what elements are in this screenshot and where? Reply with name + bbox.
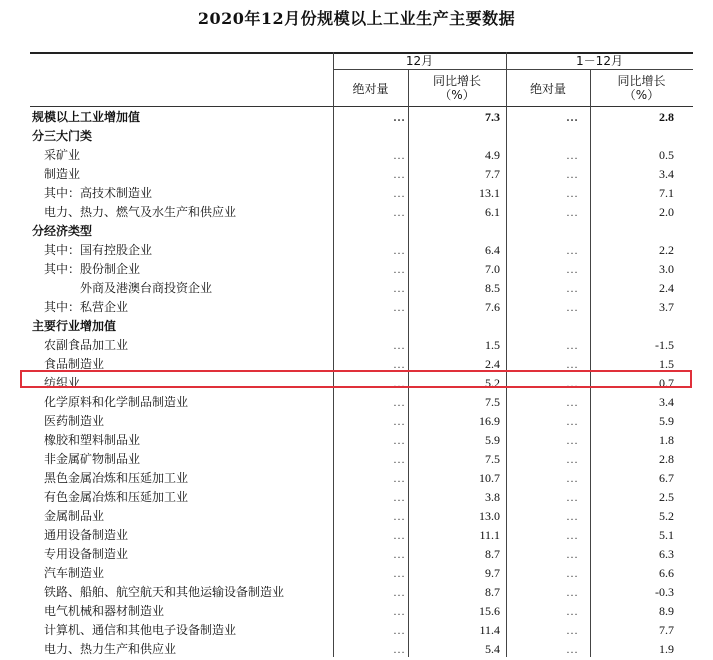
row-label: 其中：高技术制造业 (44, 186, 153, 200)
cell-yoy-ytd: 3.4 (659, 395, 674, 409)
cell-abs-ytd: … (566, 566, 578, 580)
cell-abs-month: … (393, 395, 405, 409)
row-label: 其中：股份制企业 (44, 262, 141, 276)
cell-yoy-ytd: 2.4 (659, 281, 674, 295)
table-row (30, 184, 693, 203)
row-label: 铁路、船舶、航空航天和其他运输设备制造业 (44, 585, 285, 599)
cell-yoy-ytd: 6.3 (659, 547, 674, 561)
cell-abs-month: … (393, 509, 405, 523)
cell-yoy-month: 4.9 (485, 148, 500, 162)
table-row (30, 412, 693, 431)
cell-abs-ytd: … (566, 262, 578, 276)
row-label: 主要行业增加值 (32, 319, 117, 333)
table-row (30, 488, 693, 507)
table-row (30, 450, 693, 469)
cell-abs-month: … (393, 205, 405, 219)
table-row (30, 640, 693, 659)
row-label: 通用设备制造业 (44, 528, 129, 542)
row-label: 分三大门类 (32, 129, 93, 143)
row-label: 食品制造业 (44, 357, 105, 371)
cell-yoy-month: 7.0 (485, 262, 500, 276)
cell-yoy-month: 3.8 (485, 490, 500, 504)
cell-abs-month: … (393, 585, 405, 599)
cell-abs-ytd: … (566, 433, 578, 447)
header-yoy-month (408, 74, 506, 102)
cell-abs-ytd: … (566, 110, 578, 124)
cell-abs-ytd: … (566, 281, 578, 295)
row-label: 外商及港澳台商投资企业 (80, 281, 213, 295)
cell-yoy-ytd: 3.4 (659, 167, 674, 181)
table-row (30, 260, 693, 279)
row-label: 汽车制造业 (44, 566, 105, 580)
cell-yoy-month: 2.4 (485, 357, 500, 371)
cell-yoy-month: 11.1 (479, 528, 500, 542)
table-row (30, 336, 693, 355)
row-label: 农副食品加工业 (44, 338, 129, 352)
table-row (30, 108, 693, 127)
header-yoy-unit: （%） (623, 88, 660, 102)
cell-abs-ytd: … (566, 338, 578, 352)
cell-abs-month: … (393, 243, 405, 257)
cell-yoy-month: 8.7 (485, 585, 500, 599)
cell-abs-ytd: … (566, 547, 578, 561)
cell-abs-month: … (393, 414, 405, 428)
header-yoy-ytd (590, 74, 693, 102)
cell-yoy-ytd: 1.9 (659, 642, 674, 656)
cell-abs-ytd: … (566, 167, 578, 181)
cell-yoy-month: 13.0 (479, 509, 500, 523)
table-row (30, 545, 693, 564)
row-label: 计算机、通信和其他电子设备制造业 (44, 623, 237, 637)
cell-yoy-month: 5.2 (485, 376, 500, 390)
cell-yoy-month: 11.4 (479, 623, 500, 637)
table-row (30, 469, 693, 488)
cell-yoy-ytd: 8.9 (659, 604, 674, 618)
header-sub-rule (333, 69, 693, 70)
row-label: 纺织业 (44, 376, 81, 390)
cell-abs-month: … (393, 167, 405, 181)
row-label: 电气机械和器材制造业 (44, 604, 165, 618)
cell-abs-ytd: … (566, 642, 578, 656)
header-yoy-unit: （%） (439, 88, 475, 102)
header-group-ytd: 1－12月 (576, 54, 623, 68)
cell-abs-ytd: … (566, 300, 578, 314)
table-row (30, 602, 693, 621)
row-label: 黑色金属冶炼和压延加工业 (44, 471, 189, 485)
cell-yoy-month: 13.1 (479, 186, 500, 200)
table-row (30, 317, 693, 336)
cell-abs-month: … (393, 433, 405, 447)
row-label: 电力、热力、燃气及水生产和供应业 (44, 205, 237, 219)
cell-abs-ytd: … (566, 452, 578, 466)
cell-abs-ytd: … (566, 376, 578, 390)
header-group-month: 12月 (405, 54, 434, 68)
cell-yoy-month: 15.6 (479, 604, 500, 618)
cell-abs-ytd: … (566, 490, 578, 504)
cell-abs-ytd: … (566, 623, 578, 637)
table-row (30, 564, 693, 583)
table-row (30, 146, 693, 165)
cell-abs-month: … (393, 490, 405, 504)
cell-abs-ytd: … (566, 243, 578, 257)
cell-yoy-ytd: 2.5 (659, 490, 674, 504)
highlight-box (20, 370, 692, 388)
cell-abs-month: … (393, 110, 405, 124)
row-label: 其中：私营企业 (44, 300, 129, 314)
cell-yoy-month: 9.7 (485, 566, 500, 580)
table-row (30, 165, 693, 184)
cell-abs-ytd: … (566, 357, 578, 371)
table-row (30, 526, 693, 545)
cell-yoy-month: 6.1 (485, 205, 500, 219)
row-label: 分经济类型 (32, 224, 93, 238)
cell-yoy-ytd: 5.1 (659, 528, 674, 542)
cell-yoy-month: 8.7 (485, 547, 500, 561)
cell-abs-ytd: … (566, 509, 578, 523)
row-label: 专用设备制造业 (44, 547, 129, 561)
cell-yoy-ytd: 3.7 (659, 300, 674, 314)
cell-abs-month: … (393, 547, 405, 561)
cell-abs-month: … (393, 357, 405, 371)
cell-yoy-ytd: 7.1 (659, 186, 674, 200)
cell-yoy-ytd: -0.3 (655, 585, 674, 599)
header-abs-ytd: 绝对量 (529, 82, 566, 96)
cell-yoy-ytd: 0.7 (659, 376, 674, 390)
cell-abs-month: … (393, 623, 405, 637)
cell-abs-ytd: … (566, 395, 578, 409)
cell-abs-ytd: … (566, 528, 578, 542)
header-bottom-rule (30, 106, 693, 107)
row-label: 橡胶和塑料制品业 (44, 433, 141, 447)
row-label: 医药制造业 (44, 414, 105, 428)
cell-yoy-month: 6.4 (485, 243, 500, 257)
table-row (30, 298, 693, 317)
cell-yoy-ytd: 1.5 (659, 357, 674, 371)
row-label: 金属制品业 (44, 509, 105, 523)
table-row (30, 507, 693, 526)
cell-abs-month: … (393, 452, 405, 466)
cell-abs-month: … (393, 148, 405, 162)
cell-abs-month: … (393, 566, 405, 580)
row-label: 规模以上工业增加值 (32, 110, 141, 124)
row-label: 电力、热力生产和供应业 (44, 642, 177, 656)
cell-abs-ytd: … (566, 186, 578, 200)
cell-abs-ytd: … (566, 148, 578, 162)
cell-yoy-ytd: -1.5 (655, 338, 674, 352)
table-row (30, 279, 693, 298)
table-row (30, 621, 693, 640)
cell-abs-ytd: … (566, 471, 578, 485)
cell-abs-month: … (393, 281, 405, 295)
cell-yoy-ytd: 2.0 (659, 205, 674, 219)
cell-abs-ytd: … (566, 585, 578, 599)
cell-abs-ytd: … (566, 205, 578, 219)
cell-yoy-ytd: 0.5 (659, 148, 674, 162)
cell-yoy-month: 7.5 (485, 395, 500, 409)
cell-yoy-ytd: 1.8 (659, 433, 674, 447)
page-title: 2020年12月份规模以上工业生产主要数据 (197, 9, 516, 28)
table-row (30, 241, 693, 260)
cell-abs-month: … (393, 642, 405, 656)
table-row (30, 393, 693, 412)
cell-yoy-ytd: 2.8 (659, 110, 674, 124)
row-label: 非金属矿物制品业 (44, 452, 141, 466)
cell-yoy-month: 10.7 (479, 471, 500, 485)
row-label: 采矿业 (44, 148, 81, 162)
cell-abs-month: … (393, 262, 405, 276)
header-abs-month: 绝对量 (352, 82, 389, 96)
table-row (30, 127, 693, 146)
cell-yoy-ytd: 5.9 (659, 414, 674, 428)
cell-yoy-month: 7.5 (485, 452, 500, 466)
cell-yoy-ytd: 6.6 (659, 566, 674, 580)
cell-abs-ytd: … (566, 604, 578, 618)
table-row (30, 222, 693, 241)
cell-abs-month: … (393, 376, 405, 390)
cell-abs-month: … (393, 338, 405, 352)
header-yoy-label: 同比增长 (432, 74, 481, 88)
cell-yoy-ytd: 2.2 (659, 243, 674, 257)
cell-yoy-month: 8.5 (485, 281, 500, 295)
cell-abs-month: … (393, 186, 405, 200)
cell-yoy-month: 7.3 (485, 110, 500, 124)
row-label: 其中：国有控股企业 (44, 243, 153, 257)
table-row (30, 583, 693, 602)
cell-yoy-month: 7.7 (485, 167, 500, 181)
cell-abs-ytd: … (566, 414, 578, 428)
cell-abs-month: … (393, 604, 405, 618)
cell-abs-month: … (393, 300, 405, 314)
cell-yoy-ytd: 3.0 (659, 262, 674, 276)
cell-yoy-ytd: 7.7 (659, 623, 674, 637)
cell-yoy-ytd: 2.8 (659, 452, 674, 466)
cell-yoy-ytd: 6.7 (659, 471, 674, 485)
row-label: 有色金属冶炼和压延加工业 (44, 490, 189, 504)
cell-yoy-month: 1.5 (485, 338, 500, 352)
cell-yoy-month: 7.6 (485, 300, 500, 314)
cell-yoy-ytd: 5.2 (659, 509, 674, 523)
row-label: 化学原料和化学制品制造业 (44, 395, 189, 409)
cell-yoy-month: 16.9 (479, 414, 500, 428)
cell-abs-month: … (393, 471, 405, 485)
cell-abs-month: … (393, 528, 405, 542)
cell-yoy-month: 5.9 (485, 433, 500, 447)
cell-yoy-month: 5.4 (485, 642, 500, 656)
table-row (30, 203, 693, 222)
row-label: 制造业 (44, 167, 81, 181)
table-row (30, 431, 693, 450)
header-yoy-label: 同比增长 (617, 74, 666, 88)
